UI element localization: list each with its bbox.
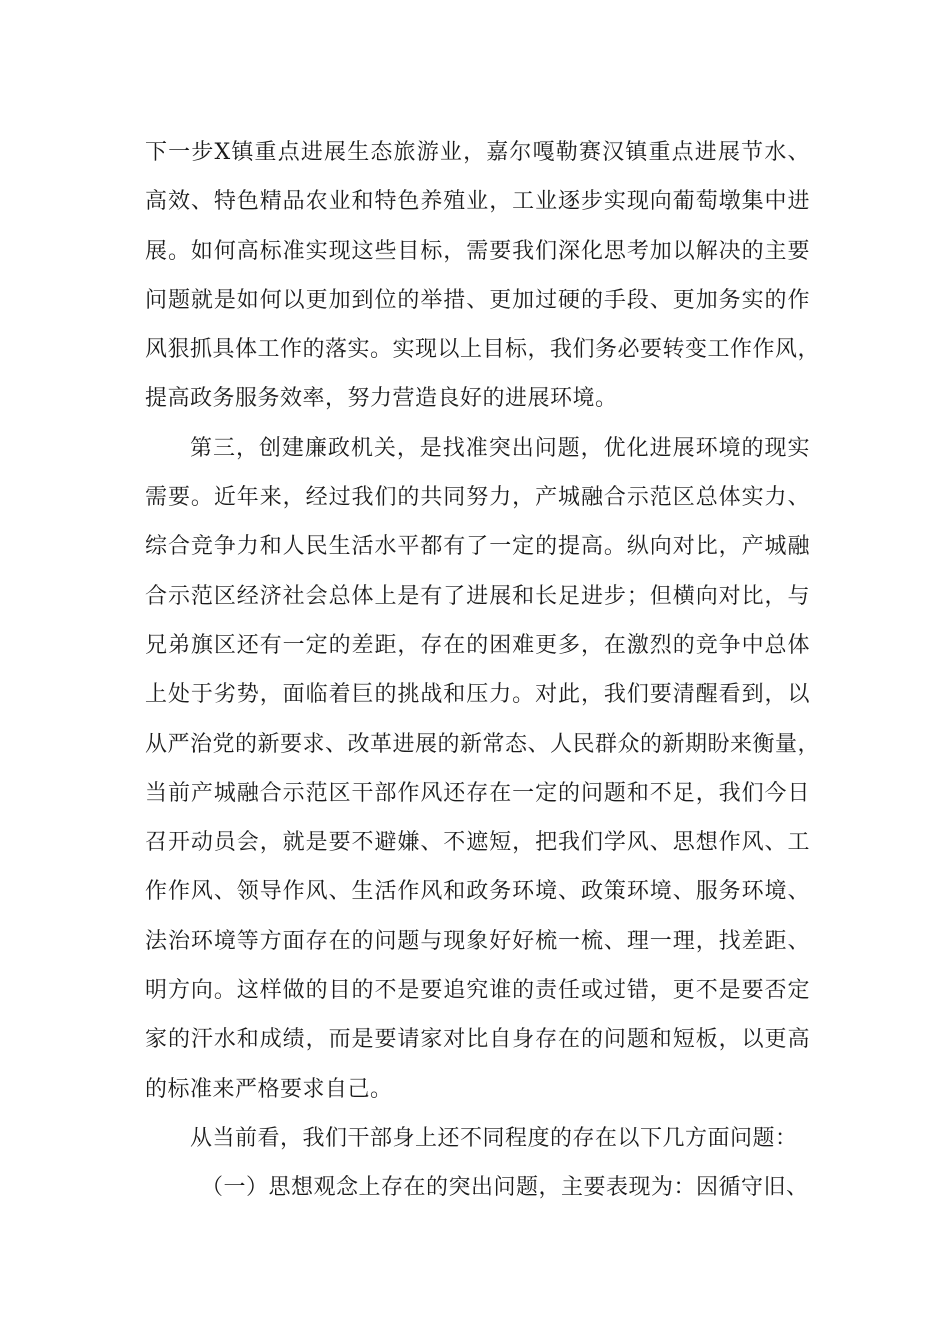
text-line: 法治环境等方面存在的问题与现象好好梳一梳、理一理，找差距、 — [145, 928, 810, 954]
text-line: 家的汗水和成绩，而是要请家对比自身存在的问题和短板，以更高 — [145, 1027, 810, 1053]
text-line: 作作风、领导作风、生活作风和政务环境、政策环境、服务环境、 — [145, 879, 810, 905]
text-line: 召开动员会，就是要不避嫌、不遮短，把我们学风、思想作风、工 — [145, 830, 810, 856]
text-line: 上处于劣势，面临着巨的挑战和压力。对此，我们要清醒看到，以 — [145, 682, 810, 708]
text-line: 明方向。这样做的目的不是要追究谁的责任或过错，更不是要否定 — [145, 978, 810, 1004]
text-line: 当前产城融合示范区干部作风还存在一定的问题和不足，我们今日 — [145, 780, 810, 806]
text-line: 下一步X镇重点进展生态旅游业，嘉尔嘎勒赛汉镇重点进展节水、 — [145, 140, 810, 165]
text-line: 的标准来严格要求自己。 — [145, 1076, 393, 1102]
text-line: 风狠抓具体工作的落实。实现以上目标，我们务必要转变工作作风， — [145, 337, 821, 363]
text-line: 展。如何高标准实现这些目标，需要我们深化思考加以解决的主要 — [145, 238, 810, 264]
text-line: 高效、特色精品农业和特色养殖业，工业逐步实现向葡萄墩集中进 — [145, 189, 810, 215]
text-line: 提高政务服务效率，努力营造良好的进展环境。 — [145, 386, 618, 412]
document-body — [145, 128, 821, 1213]
section-heading-line: （一）思想观念上存在的突出问题，主要表现为：因循守旧、 — [201, 1175, 809, 1201]
text-line: 合示范区经济社会总体上是有了进展和长足进步；但横向对比，与 — [145, 583, 810, 609]
text-line: 综合竞争力和人民生活水平都有了一定的提高。纵向对比，产城融 — [145, 534, 810, 560]
text-line: 需要。近年来，经过我们的共同努力，产城融合示范区总体实力、 — [145, 485, 810, 511]
text-line: 问题就是如何以更加到位的举措、更加过硬的手段、更加务实的作 — [145, 287, 810, 313]
paragraph-start-line: 从当前看，我们干部身上还不同程度的存在以下几方面问题： — [190, 1125, 798, 1151]
text-line: 从严治党的新要求、改革进展的新常态、人民群众的新期盼来衡量， — [145, 731, 821, 757]
text-line: 兄弟旗区还有一定的差距，存在的困难更多，在激烈的竞争中总体 — [145, 632, 810, 658]
paragraph-start-line: 第三，创建廉政机关，是找准突出问题，优化进展环境的现实 — [190, 435, 810, 461]
